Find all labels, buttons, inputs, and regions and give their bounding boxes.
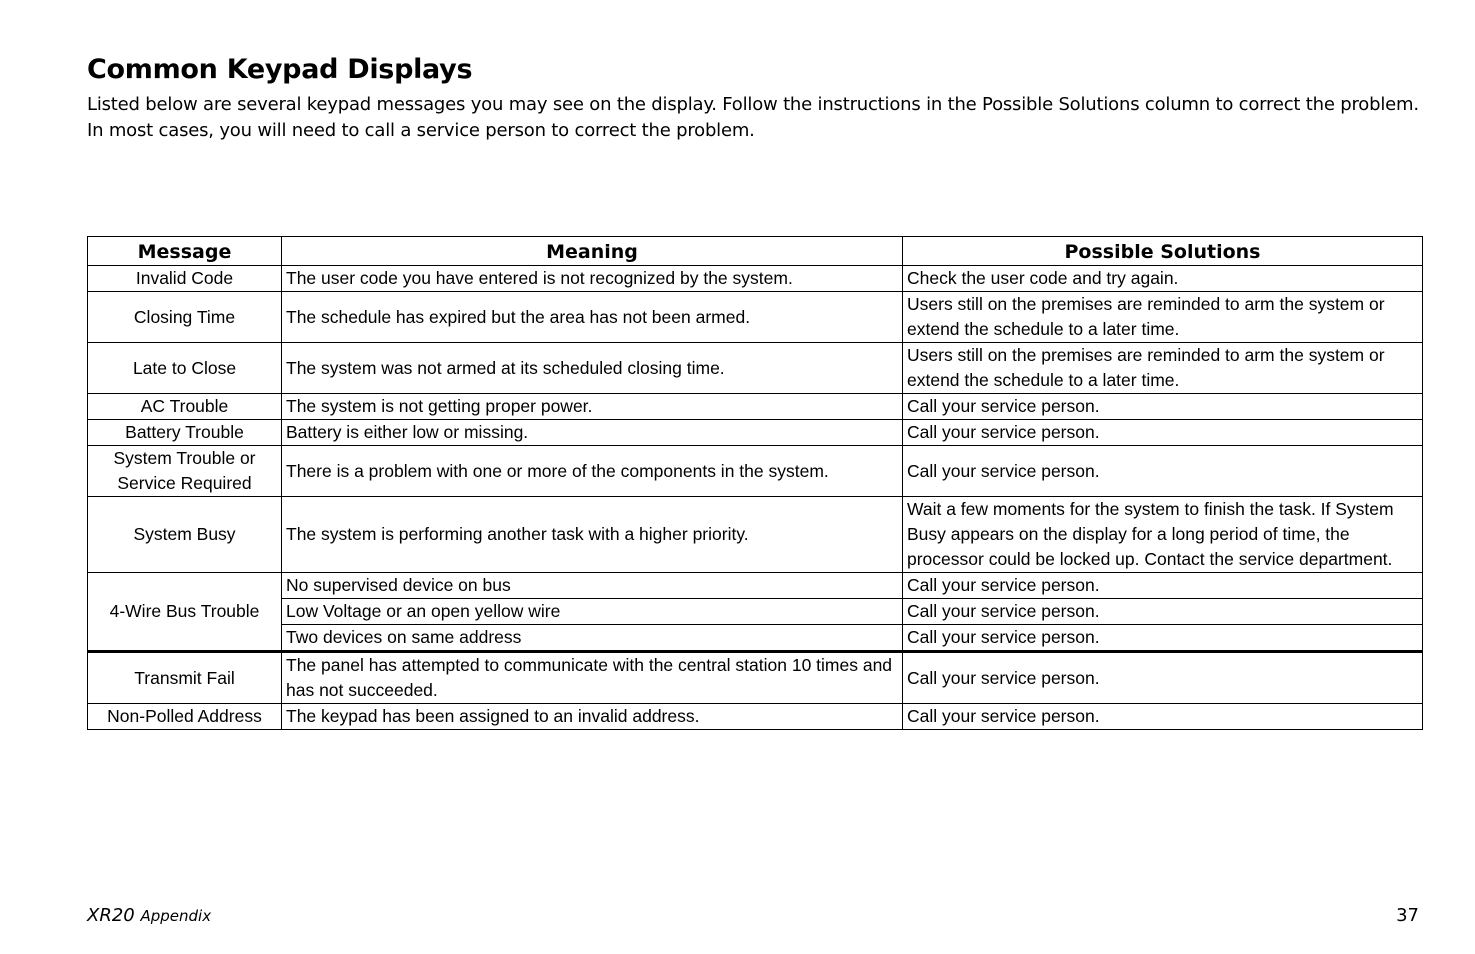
solution-cell: Call your service person. xyxy=(903,394,1423,420)
solution-cell: Call your service person. xyxy=(903,652,1423,704)
meaning-cell: Low Voltage or an open yellow wire xyxy=(282,599,903,625)
table-row xyxy=(88,497,1423,573)
table-row xyxy=(88,599,1423,625)
meaning-cell: The schedule has expired but the area has not been armed. xyxy=(282,292,903,343)
intro-paragraph: Listed below are several keypad messages you may see on the display. Follow the instructions in the Possible Solutions column to correct the problem. In most cases, you will need to call a service person to correct the problem. xyxy=(87,94,1419,141)
header-solutions: Possible Solutions xyxy=(903,237,1423,266)
message-cell: Battery Trouble xyxy=(88,420,282,446)
footer-section: Appendix xyxy=(140,907,212,925)
table-row xyxy=(88,266,1423,292)
table-row xyxy=(88,420,1423,446)
table-header-row xyxy=(88,237,1423,266)
meaning-cell: There is a problem with one or more of the components in the system. xyxy=(282,446,903,497)
meaning-cell: The keypad has been assigned to an invalid address. xyxy=(282,704,903,730)
message-cell: 4-Wire Bus Trouble xyxy=(88,573,282,652)
keypad-displays-table xyxy=(87,236,1423,730)
solution-cell: Call your service person. xyxy=(903,573,1423,599)
footer-product xyxy=(87,904,211,928)
table-row xyxy=(88,394,1423,420)
table-row xyxy=(88,704,1423,730)
solution-cell: Call your service person. xyxy=(903,446,1423,497)
meaning-cell: Battery is either low or missing. xyxy=(282,420,903,446)
message-cell: System Busy xyxy=(88,497,282,573)
solution-cell: Call your service person. xyxy=(903,625,1423,652)
footer-product-name: XR20 xyxy=(87,905,135,926)
meaning-cell: The user code you have entered is not recognized by the system. xyxy=(282,266,903,292)
solution-cell: Users still on the premises are reminded to arm the system or extend the schedule to a later time. xyxy=(903,343,1423,394)
meaning-cell: The system is not getting proper power. xyxy=(282,394,903,420)
solution-cell: Call your service person. xyxy=(903,420,1423,446)
table-row xyxy=(88,573,1423,599)
page-title: Common Keypad Displays xyxy=(87,54,473,85)
table-row xyxy=(88,652,1423,704)
solution-cell: Wait a few moments for the system to finish the task. If System Busy appears on the display for a long period of time, the processor could be locked up. Contact the service department. xyxy=(903,497,1423,573)
message-cell: Invalid Code xyxy=(88,266,282,292)
message-cell: Late to Close xyxy=(88,343,282,394)
message-cell: AC Trouble xyxy=(88,394,282,420)
header-message: Message xyxy=(88,237,282,266)
meaning-cell: The system is performing another task with a higher priority. xyxy=(282,497,903,573)
table-row xyxy=(88,625,1423,652)
solution-cell: Call your service person. xyxy=(903,599,1423,625)
header-meaning: Meaning xyxy=(282,237,903,266)
meaning-cell: No supervised device on bus xyxy=(282,573,903,599)
meaning-cell: The system was not armed at its scheduled closing time. xyxy=(282,343,903,394)
message-cell: Transmit Fail xyxy=(88,652,282,704)
message-cell: System Trouble or Service Required xyxy=(88,446,282,497)
meaning-cell: The panel has attempted to communicate with the central station 10 times and has not succeeded. xyxy=(282,652,903,704)
table-row xyxy=(88,343,1423,394)
table-row xyxy=(88,292,1423,343)
solution-cell: Call your service person. xyxy=(903,704,1423,730)
message-cell: Closing Time xyxy=(88,292,282,343)
solution-cell: Users still on the premises are reminded to arm the system or extend the schedule to a later time. xyxy=(903,292,1423,343)
page-number: 37 xyxy=(1396,905,1419,926)
meaning-cell: Two devices on same address xyxy=(282,625,903,652)
table-row xyxy=(88,446,1423,497)
message-cell: Non-Polled Address xyxy=(88,704,282,730)
solution-cell: Check the user code and try again. xyxy=(903,266,1423,292)
